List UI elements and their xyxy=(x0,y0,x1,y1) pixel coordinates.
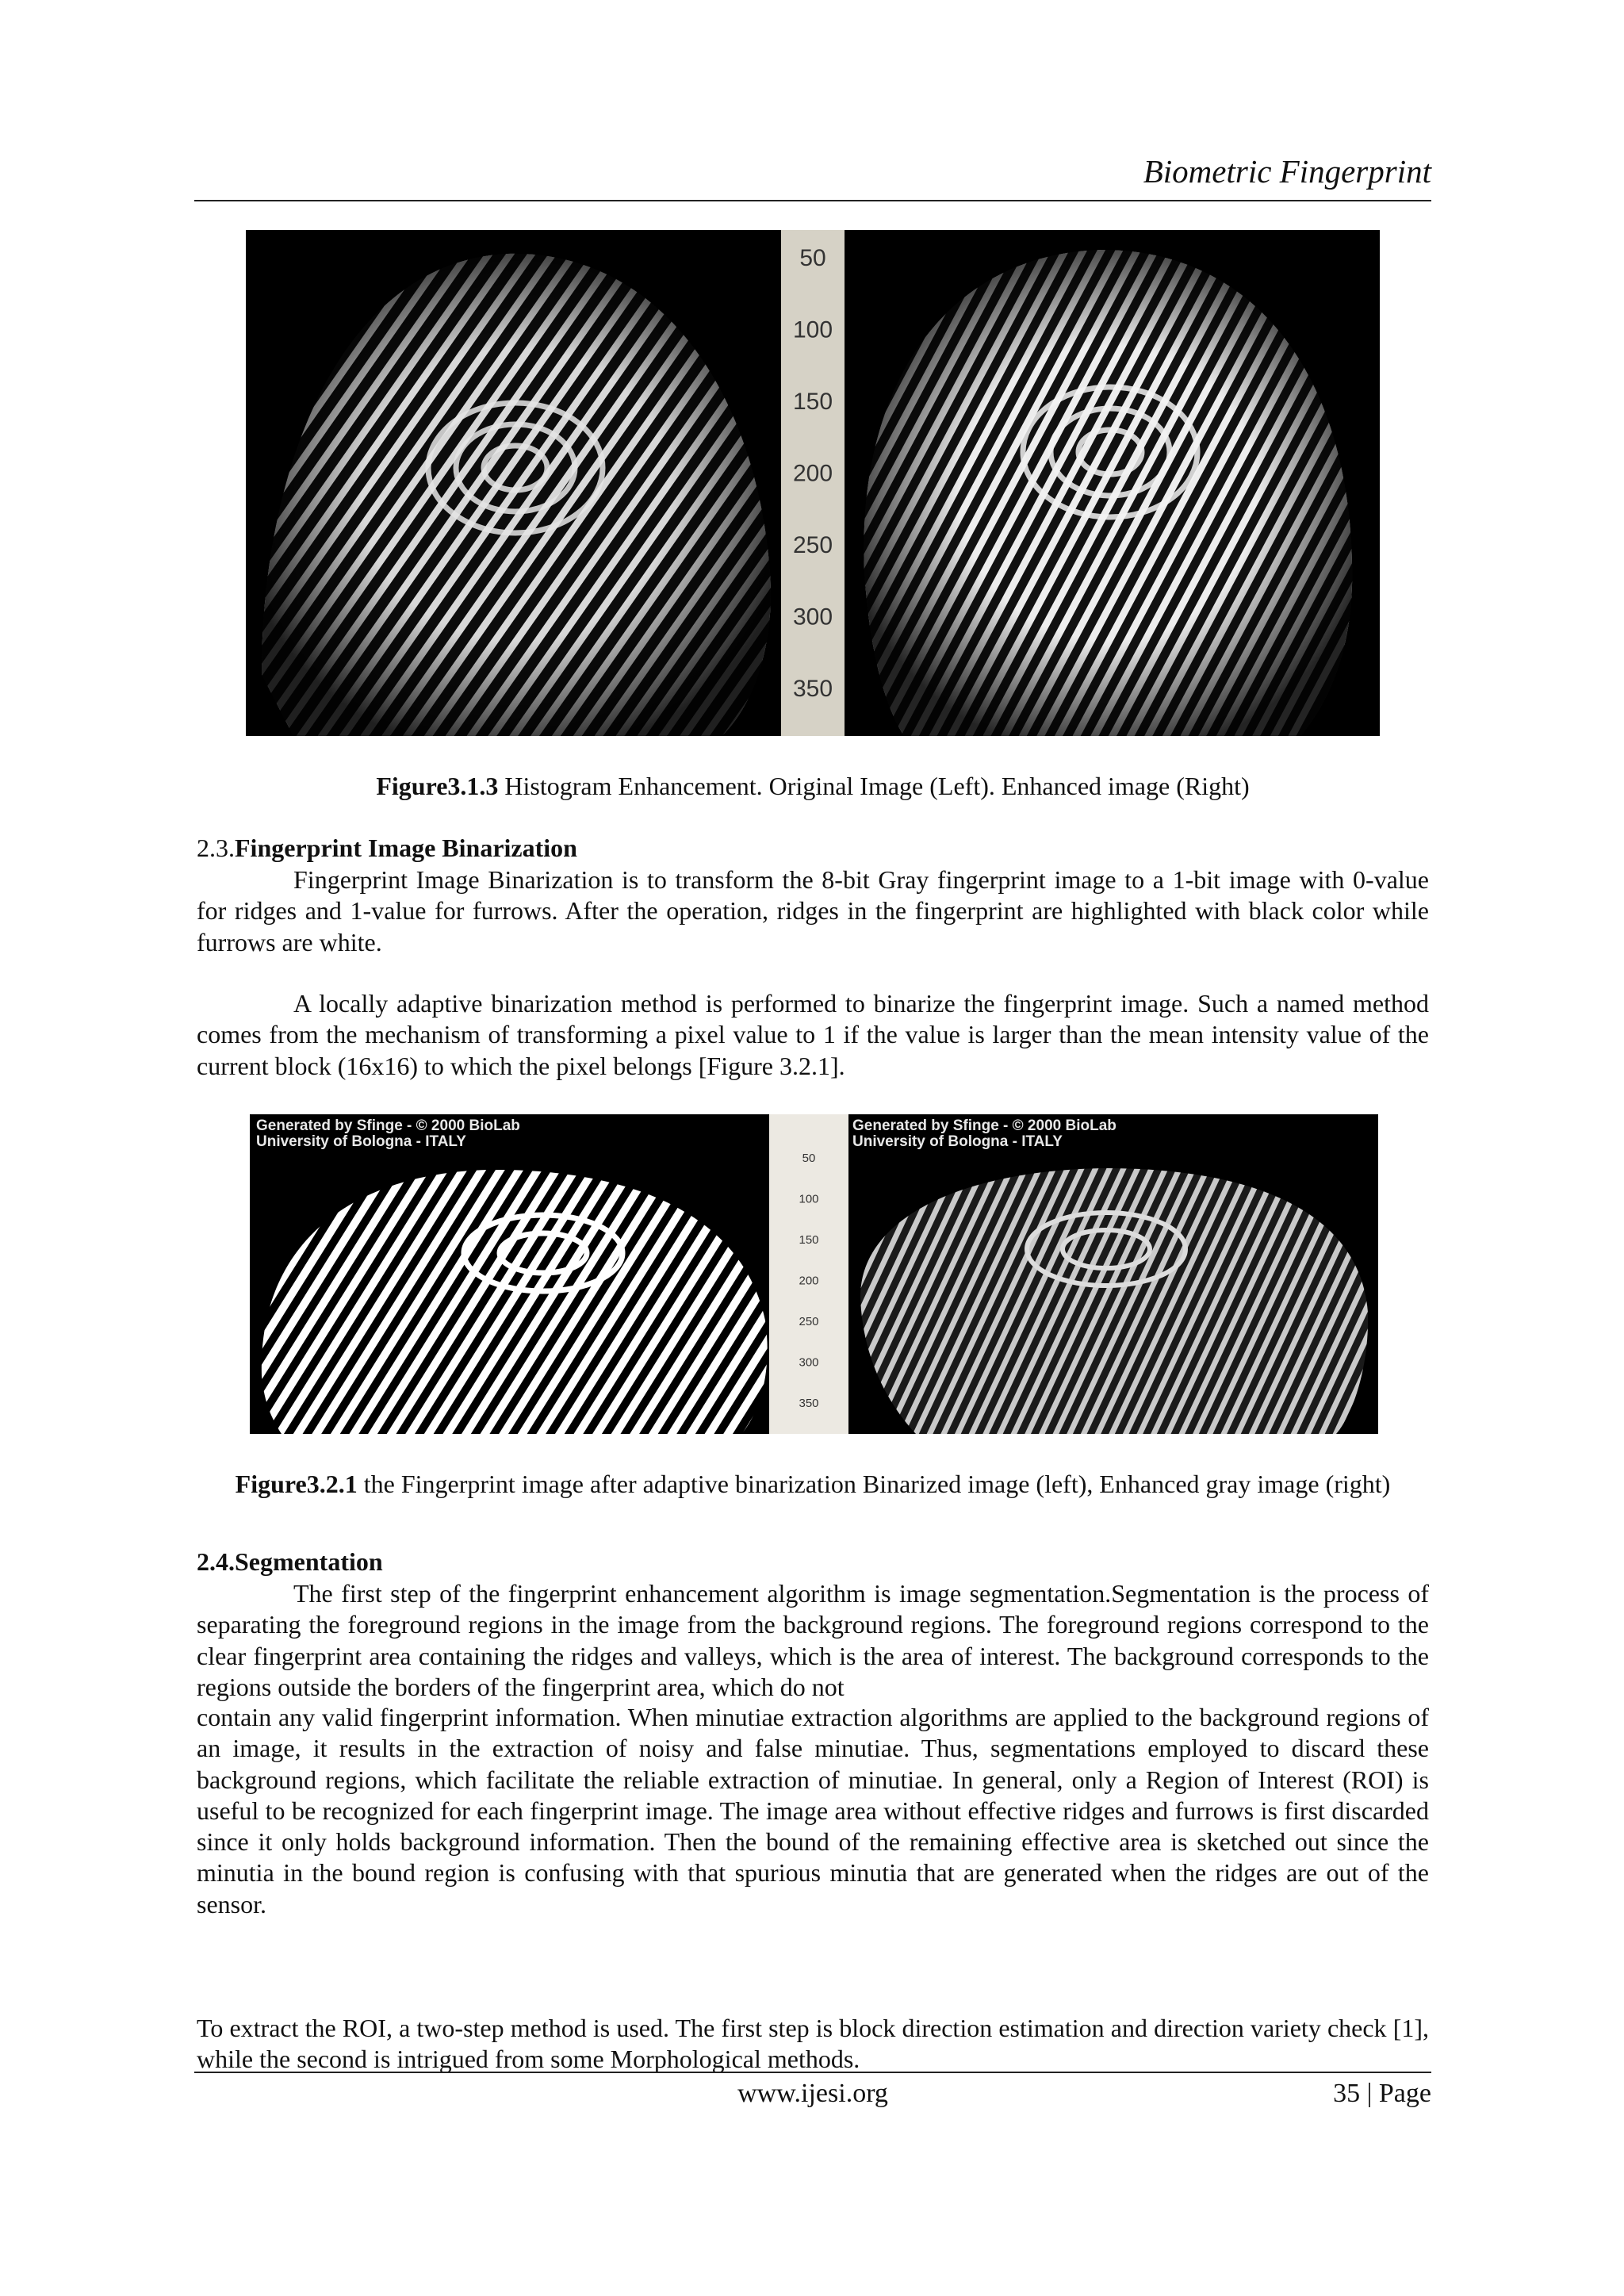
figure-3-1-3-label: Figure3.1.3 xyxy=(376,772,499,800)
scale-label-350: 350 xyxy=(792,676,833,702)
scale2-label-100: 100 xyxy=(799,1192,819,1206)
scale2-label-300: 300 xyxy=(799,1355,819,1370)
scale-label-200: 200 xyxy=(792,460,833,487)
section-2-3-paragraph-1: Fingerprint Image Binarization is to transform the 8-bit Gray fingerprint image to a 1-bit image with 0-value for ridges and 1-value for furrows. After the operation, ridges in the fingerprint are highlighted with black color while furrows are white. xyxy=(197,865,1429,956)
header-rule xyxy=(194,200,1431,201)
figure-3-1-3-text: Histogram Enhancement. Original Image (Left). Enhanced image (Right) xyxy=(498,772,1250,800)
scale2-label-150: 150 xyxy=(799,1233,819,1247)
figure-adaptive-binarization xyxy=(250,1114,1378,1434)
footer-url[interactable]: www.ijesi.org xyxy=(737,2079,888,2108)
running-head-title: Biometric Fingerprint xyxy=(1143,153,1431,190)
section-2-4-paragraph-3: To extract the ROI, a two-step method is used. The first step is block direction estimation and direction variety check [1], while the second is intrigued from some Morphological methods. xyxy=(197,2014,1429,2074)
scale-label-100: 100 xyxy=(792,316,833,343)
fingerprint-enhanced-gray xyxy=(860,1168,1368,1434)
figure-histogram-enhancement xyxy=(246,230,1380,736)
scale2-label-350: 350 xyxy=(799,1397,819,1410)
section-2-4-paragraph-1: The first step of the fingerprint enhancement algorithm is image segmentation.Segmentation is the process of separating the foreground regions in the image from the background regions. The foreground regions correspond to the clear fingerprint area containing the ridges and valleys, which is the area of interest. The background corresponds to the regions outside the borders of the fingerprint area, which do not xyxy=(197,1579,1429,1701)
footer-rule xyxy=(194,2072,1431,2073)
figure-histogram-enhancement-image xyxy=(246,230,1380,736)
section-2-3-title: Fingerprint Image Binarization xyxy=(235,834,577,862)
figure-3-2-1-label: Figure3.2.1 xyxy=(235,1470,358,1498)
scale-label-50: 50 xyxy=(799,245,826,271)
overlay-right-line-2: University of Bologna - ITALY xyxy=(852,1133,1063,1150)
scale2-label-250: 250 xyxy=(799,1315,819,1328)
section-2-3-heading xyxy=(197,833,577,863)
overlay-left-line-1: Generated by Sfinge - © 2000 BioLab xyxy=(256,1117,520,1134)
scale-label-250: 250 xyxy=(792,532,833,558)
section-2-3-paragraph-2: A locally adaptive binarization method is performed to binarize the fingerprint image. Such a named method comes from the mechanism of transforming a pixel value to 1 if the value is larger than the mean intensity value of the current block (16x16) to which the pixel belongs [Figure 3.2.1]. xyxy=(197,989,1429,1080)
scale2-label-50: 50 xyxy=(802,1152,816,1165)
overlay-right-line-1: Generated by Sfinge - © 2000 BioLab xyxy=(852,1117,1116,1134)
footer-page-number: 35 | Page xyxy=(1333,2079,1431,2108)
figure-3-1-3-caption xyxy=(194,771,1431,801)
overlay-left-line-2: University of Bologna - ITALY xyxy=(256,1133,466,1150)
section-2-3-number: 2.3. xyxy=(197,834,235,862)
scale-label-300: 300 xyxy=(792,604,833,631)
scale2-label-200: 200 xyxy=(799,1274,819,1288)
section-2-4-paragraph-2: contain any valid fingerprint information. When minutiae extraction algorithms are applied to the background regions of an image, it results in the extraction of noisy and false minutiae. Thus, segmentations employed to discard these background regions, which facilitate the reliable extraction of minutiae. In general, only a Region of Interest (ROI) is useful to be recognized for each fingerprint image. The image area without effective ridges and furrows is first discarded since it only holds background information. Then the bound of the remaining effective area is sketched out since the minutia in the bound region is confusing with that spurious minutia that are generated when the ridges are out of the sensor. xyxy=(197,1703,1429,1918)
figure-adaptive-binarization-image xyxy=(250,1114,1378,1434)
figure-3-2-1-text: the Fingerprint image after adaptive binarization Binarized image (left), Enhanced gray image (right) xyxy=(357,1470,1391,1498)
figure-3-2-1-caption xyxy=(210,1469,1415,1499)
section-2-4-heading: 2.4.Segmentation xyxy=(197,1547,383,1576)
scale-label-150: 150 xyxy=(792,389,833,415)
